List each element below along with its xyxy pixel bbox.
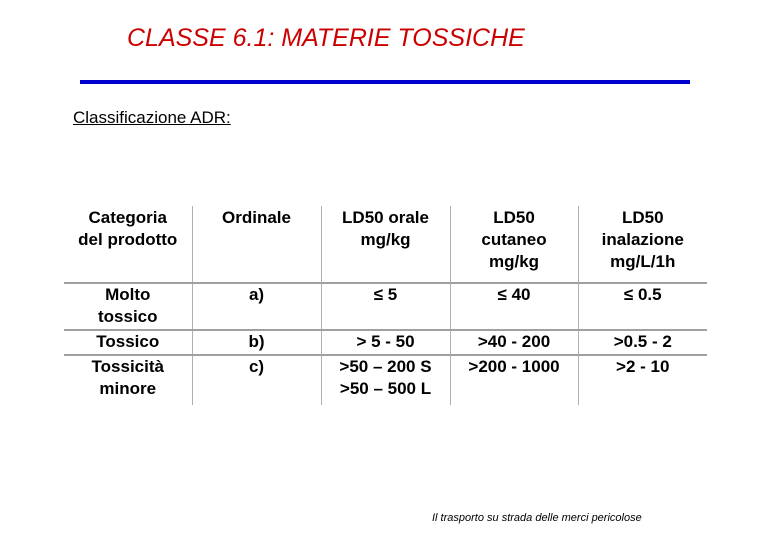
header-cell-category: Categoria del prodotto xyxy=(78,208,178,249)
slide-title: CLASSE 6.1: MATERIE TOSSICHE xyxy=(127,24,525,52)
table-cell: > 5 - 50 xyxy=(321,330,450,355)
table-cell: Tossicità minore xyxy=(64,355,192,405)
table-cell: b) xyxy=(192,330,321,355)
table-row-tossicita-minore xyxy=(64,355,707,405)
footer-caption: Il trasporto su strada delle merci pericolose xyxy=(432,512,642,524)
header-cell-ld50-dermal: LD50 cutaneo mg/kg xyxy=(450,206,578,283)
table-header-row xyxy=(64,206,707,283)
table-row-tossico xyxy=(64,330,707,355)
table-cell: >2 - 10 xyxy=(578,355,707,405)
section-subtitle: Classificazione ADR: xyxy=(73,108,231,127)
table-cell: ≤ 5 xyxy=(321,283,450,330)
header-cell-ld50-inhalation: LD50 inalazione mg/L/1h xyxy=(578,206,707,283)
table-cell: a) xyxy=(192,283,321,330)
title-divider xyxy=(80,80,690,84)
table-cell: >200 - 1000 xyxy=(450,355,578,405)
table-cell: ≤ 0.5 xyxy=(578,283,707,330)
table-cell: >50 – 200 S >50 – 500 L xyxy=(321,355,450,405)
table-cell: c) xyxy=(192,355,321,405)
table-cell: >40 - 200 xyxy=(450,330,578,355)
table-cell: Tossico xyxy=(64,330,192,355)
header-cell-ld50-oral: LD50 orale mg/kg xyxy=(321,206,450,283)
table-cell: Molto tossico xyxy=(64,283,192,330)
table-cell: >0.5 - 2 xyxy=(578,330,707,355)
header-cell-ordinal: Ordinale xyxy=(192,206,321,283)
table-cell: ≤ 40 xyxy=(450,283,578,330)
adr-classification-table xyxy=(64,206,707,405)
table-row-molto-tossico xyxy=(64,283,707,330)
